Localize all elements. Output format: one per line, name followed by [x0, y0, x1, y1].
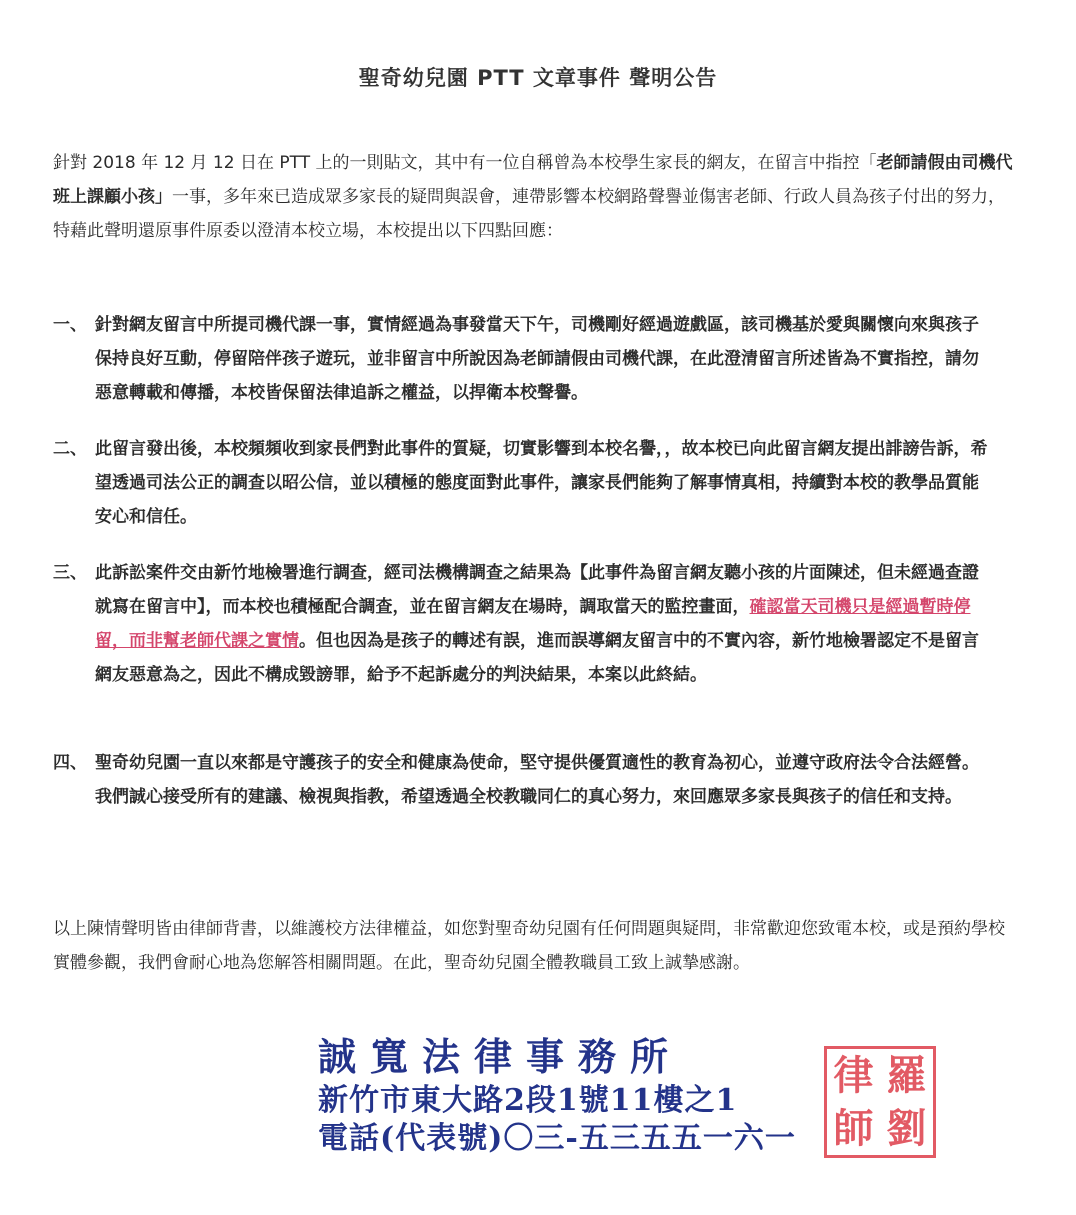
item-text-before: 此訴訟案件交由新竹地檢署進行調查，經司法機構調查之結果為【此事件為留言網友聽小孩的片面陳述，但未經過查證就寫在留言中】，而本校也積極配合調查，並在留言網友在場時，調取當天的監控畫面， [95, 563, 979, 617]
seal-char: 劉 [886, 1105, 927, 1152]
law-firm-address: 新竹市東大路2段1號11樓之1 [318, 1083, 738, 1118]
item-text-after: 。但也因為是孩子的轉述有誤，進而誤導網友留言中的不實內容，新竹地檢署認定不是留言網友惡意為之，因此不構成毀謗罪，給予不起訴處分的判決結果，本案以此終結。 [95, 631, 979, 685]
intro-text-1: 針對 2018 年 12 月 12 日在 PTT 上的一則貼文，其中有一位自稱曾為本校學生家長的網友，在留言中指控「 [53, 153, 877, 173]
item-number: 二、 [53, 439, 87, 459]
intro-quoted-accusation: 老師請假由司機代班上課顧小孩」 [53, 153, 1013, 207]
seal-char: 師 [833, 1105, 874, 1152]
document-title: 聖奇幼兒園 PTT 文章事件 聲明公告 [358, 66, 718, 90]
response-item-2 [53, 432, 1013, 534]
law-firm-stamp [318, 1032, 808, 1158]
item-text [95, 556, 995, 692]
item-number: 四、 [53, 753, 87, 773]
response-item-3 [53, 556, 1013, 692]
item-number: 三、 [53, 563, 87, 583]
closing-paragraph: 以上陳情聲明皆由律師背書，以維護校方法律權益，如您對聖奇幼兒園有任何問題與疑問，非常歡迎您致電本校，或是預約學校實體參觀，我們會耐心地為您解答相關問題。在此，聖奇幼兒園全體教職員工致上誠摯感謝。 [53, 919, 1005, 973]
seal-char: 羅 [886, 1052, 927, 1099]
item-text: 此留言發出後，本校頻頻收到家長們對此事件的質疑，切實影響到本校名譽，，故本校已向此留言網友提出誹謗告訴，希望透過司法公正的調查以昭公信，並以積極的態度面對此事件，讓家長們能夠了解事情真相，持續對本校的教學品質能安心和信任。 [95, 439, 988, 527]
intro-text-2: 一事，多年來已造成眾多家長的疑問與誤會，連帶影響本校網路聲譽並傷害老師、行政人員為孩子付出的努力，特藉此聲明還原事件原委以澄清本校立場，本校提出以下四點回應： [53, 187, 1005, 241]
item-text: 針對網友留言中所提司機代課一事，實情經過為事發當天下午，司機剛好經過遊戲區，該司機基於愛與關懷向來與孩子保持良好互動，停留陪伴孩子遊玩，並非留言中所說因為老師請假由司機代課，在此澄清留言所述皆為不實指控，請勿惡意轉載和傳播，本校皆保留法律追訴之權益，以捍衛本校聲譽。 [95, 315, 979, 403]
item-text: 聖奇幼兒園一直以來都是守護孩子的安全和健康為使命，堅守提供優質適性的教育為初心，並遵守政府法令合法經營。我們誠心接受所有的建議、檢視與指教，希望透過全校教職同仁的真心努力，來回應眾多家長與孩子的信任和支持。 [95, 753, 979, 807]
response-item-4 [53, 746, 1013, 814]
law-firm-name: 誠寬法律事務所 [318, 1034, 683, 1079]
highlighted-finding: 確認當天司機只是經過暫時停留，而非幫老師代課之實情 [95, 597, 971, 651]
response-item-1 [53, 308, 1013, 410]
seal-char: 律 [833, 1052, 874, 1099]
lawyer-seal [824, 1046, 936, 1158]
law-firm-phone: 電話(代表號)〇三-五三五五一六一 [318, 1121, 796, 1156]
item-number: 一、 [53, 315, 87, 335]
intro-paragraph [53, 146, 1013, 248]
